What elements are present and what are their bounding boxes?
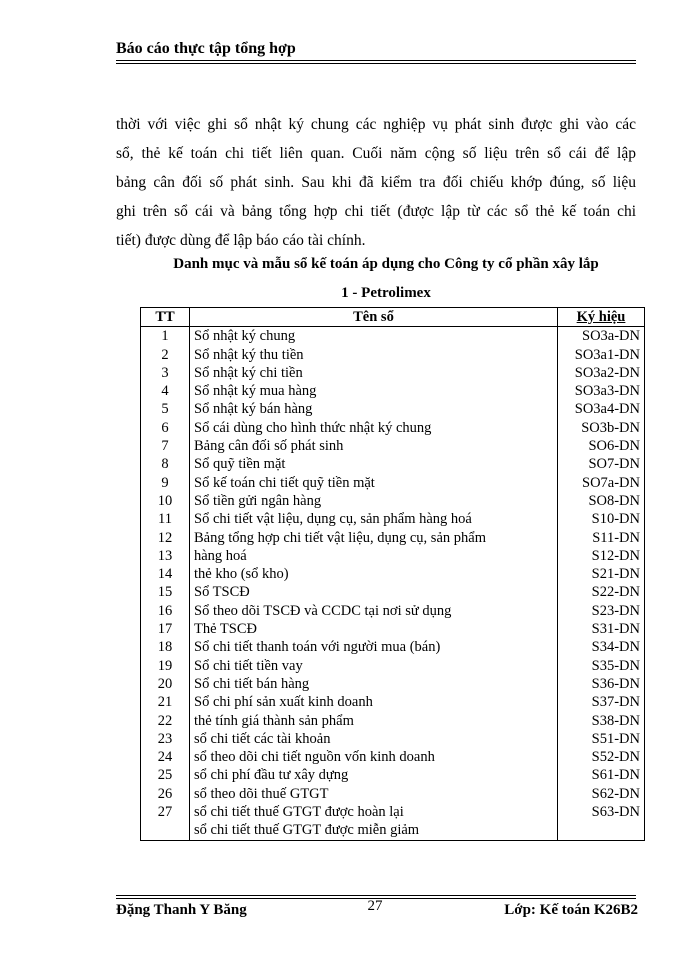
row-code: S22-DN: [558, 583, 645, 601]
body-line: bảng cân đối số phát sinh. Sau khi đã kiểm tra đối chiếu khớp đúng, số liệu: [116, 174, 636, 191]
table-row: [141, 620, 645, 638]
row-code: S31-DN: [558, 620, 645, 638]
row-book-name: Sổ kế toán chi tiết quỹ tiền mặt: [190, 474, 558, 492]
table-row: [141, 657, 645, 675]
row-code: S52-DN: [558, 748, 645, 766]
table-row: [141, 785, 645, 803]
row-number: 4: [141, 382, 190, 400]
table-row: [141, 327, 645, 346]
row-code: S51-DN: [558, 730, 645, 748]
row-book-name: Sổ nhật ký mua hàng: [190, 382, 558, 400]
row-number: 8: [141, 455, 190, 473]
row-code: S21-DN: [558, 565, 645, 583]
row-number: 10: [141, 492, 190, 510]
row-book-name: sổ chi phí đầu tư xây dựng: [190, 766, 558, 784]
row-number: 12: [141, 529, 190, 547]
row-code: S38-DN: [558, 712, 645, 730]
body-line: sổ, thẻ kế toán chi tiết liên quan. Cuối năm cộng số liệu trên sổ cái để lập: [116, 145, 636, 162]
row-code: SO3a-DN: [558, 327, 645, 346]
row-number: 24: [141, 748, 190, 766]
footer-author: Đặng Thanh Y Băng: [116, 902, 247, 918]
row-number: 20: [141, 675, 190, 693]
table-row: [141, 602, 645, 620]
row-book-name: Sổ TSCĐ: [190, 583, 558, 601]
row-book-name: sổ chi tiết các tài khoản: [190, 730, 558, 748]
row-number: 11: [141, 510, 190, 528]
row-book-name: hàng hoá: [190, 547, 558, 565]
table-row: [141, 712, 645, 730]
row-number: 7: [141, 437, 190, 455]
header-name: Tên sổ: [190, 308, 558, 327]
table-row: [141, 419, 645, 437]
row-number: 17: [141, 620, 190, 638]
row-code: S11-DN: [558, 529, 645, 547]
row-number: 13: [141, 547, 190, 565]
table-row: [141, 400, 645, 418]
row-book-name: Bảng cân đối số phát sinh: [190, 437, 558, 455]
table-header-row: [141, 308, 645, 327]
row-number: 27: [141, 803, 190, 821]
table-row: [141, 529, 645, 547]
table-row: [141, 821, 645, 840]
row-code: S37-DN: [558, 693, 645, 711]
row-book-name: Bảng tổng hợp chi tiết vật liệu, dụng cụ, sản phẩm: [190, 529, 558, 547]
row-code: S12-DN: [558, 547, 645, 565]
table-row: [141, 803, 645, 821]
row-book-name: Sổ nhật ký chi tiền: [190, 364, 558, 382]
row-code: S63-DN: [558, 803, 645, 821]
table-row: [141, 565, 645, 583]
table-row: [141, 492, 645, 510]
table-row: [141, 766, 645, 784]
row-number: 9: [141, 474, 190, 492]
row-book-name: Sổ chi tiết vật liệu, dụng cụ, sản phẩm hàng hoá: [190, 510, 558, 528]
row-number: 3: [141, 364, 190, 382]
header-code: [558, 308, 645, 327]
table-row: [141, 730, 645, 748]
body-line: tiết) được dùng để lập báo cáo tài chính.: [116, 232, 366, 249]
row-number: 6: [141, 419, 190, 437]
row-code: SO3a4-DN: [558, 400, 645, 418]
row-number: 19: [141, 657, 190, 675]
row-book-name: Sổ cái dùng cho hình thức nhật ký chung: [190, 419, 558, 437]
footer-class: Lớp: Kế toán K26B2: [504, 902, 638, 918]
body-paragraph: [116, 110, 636, 255]
table-row: [141, 382, 645, 400]
table-row: [141, 437, 645, 455]
page-number: 27: [367, 898, 383, 914]
table-row: [141, 510, 645, 528]
row-number: 26: [141, 785, 190, 803]
row-number: 22: [141, 712, 190, 730]
row-code: S36-DN: [558, 675, 645, 693]
row-code: S34-DN: [558, 638, 645, 656]
row-book-name: Sổ nhật ký bán hàng: [190, 400, 558, 418]
row-book-name: Sổ theo dõi TSCĐ và CCDC tại nơi sử dụng: [190, 602, 558, 620]
row-code: S62-DN: [558, 785, 645, 803]
table-row: [141, 693, 645, 711]
body-line: thời với việc ghi sổ nhật ký chung các nghiệp vụ phát sinh được ghi vào các: [116, 116, 636, 133]
row-code: SO6-DN: [558, 437, 645, 455]
table-row: [141, 583, 645, 601]
row-book-name: Sổ quỹ tiền mặt: [190, 455, 558, 473]
row-number: 2: [141, 346, 190, 364]
table-row: [141, 748, 645, 766]
row-number: 25: [141, 766, 190, 784]
body-line: ghi trên sổ cái và bảng tổng hợp chi tiết (được lập từ các sổ thẻ kế toán chi: [116, 203, 636, 220]
row-book-name: thẻ kho (sổ kho): [190, 565, 558, 583]
row-code: S23-DN: [558, 602, 645, 620]
table-row: [141, 675, 645, 693]
row-book-name: Thẻ TSCĐ: [190, 620, 558, 638]
row-book-name: thẻ tính giá thành sản phẩm: [190, 712, 558, 730]
ledger-table: [140, 307, 645, 841]
table-row: [141, 346, 645, 364]
row-code: [558, 821, 645, 840]
row-book-name: Sổ chi tiết thanh toán với người mua (bán): [190, 638, 558, 656]
row-number: 23: [141, 730, 190, 748]
ledger-body: [141, 327, 645, 840]
table-title: [116, 250, 656, 308]
header-divider: [116, 60, 636, 64]
row-book-name: Sổ chi tiết tiền vay: [190, 657, 558, 675]
row-book-name: sổ theo dõi thuế GTGT: [190, 785, 558, 803]
row-number: 16: [141, 602, 190, 620]
row-book-name: Sổ nhật ký chung: [190, 327, 558, 346]
row-code: SO7a-DN: [558, 474, 645, 492]
table-row: [141, 638, 645, 656]
page-header-title: Báo cáo thực tập tổng hợp: [116, 40, 296, 57]
row-number: 21: [141, 693, 190, 711]
row-book-name: Sổ tiền gửi ngân hàng: [190, 492, 558, 510]
row-book-name: Sổ chi tiết bán hàng: [190, 675, 558, 693]
row-number: 15: [141, 583, 190, 601]
table-row: [141, 547, 645, 565]
row-code: SO3b-DN: [558, 419, 645, 437]
row-code: S35-DN: [558, 657, 645, 675]
row-code: S61-DN: [558, 766, 645, 784]
row-number: 18: [141, 638, 190, 656]
row-code: SO7-DN: [558, 455, 645, 473]
table-title-line-2: 1 - Petrolimex: [341, 285, 431, 301]
header-code-label: Ký hiệu: [576, 309, 626, 325]
row-code: SO8-DN: [558, 492, 645, 510]
table-title-line-1: Danh mục và mẫu sổ kế toán áp dụng cho Công ty cổ phần xây lắp: [173, 256, 599, 272]
row-book-name: sổ chi tiết thuế GTGT được miễn giảm: [190, 821, 558, 840]
row-book-name: sổ chi tiết thuế GTGT được hoàn lại: [190, 803, 558, 821]
row-code: SO3a1-DN: [558, 346, 645, 364]
row-number: 1: [141, 327, 190, 346]
row-code: SO3a2-DN: [558, 364, 645, 382]
table-row: [141, 474, 645, 492]
row-book-name: Sổ chi phí sản xuất kinh doanh: [190, 693, 558, 711]
row-number: 5: [141, 400, 190, 418]
header-tt: TT: [141, 308, 190, 327]
row-book-name: Sổ nhật ký thu tiền: [190, 346, 558, 364]
row-code: SO3a3-DN: [558, 382, 645, 400]
table-row: [141, 455, 645, 473]
row-code: S10-DN: [558, 510, 645, 528]
row-book-name: sổ theo dõi chi tiết nguồn vốn kinh doanh: [190, 748, 558, 766]
row-number: 14: [141, 565, 190, 583]
row-number: [141, 821, 190, 840]
table-row: [141, 364, 645, 382]
